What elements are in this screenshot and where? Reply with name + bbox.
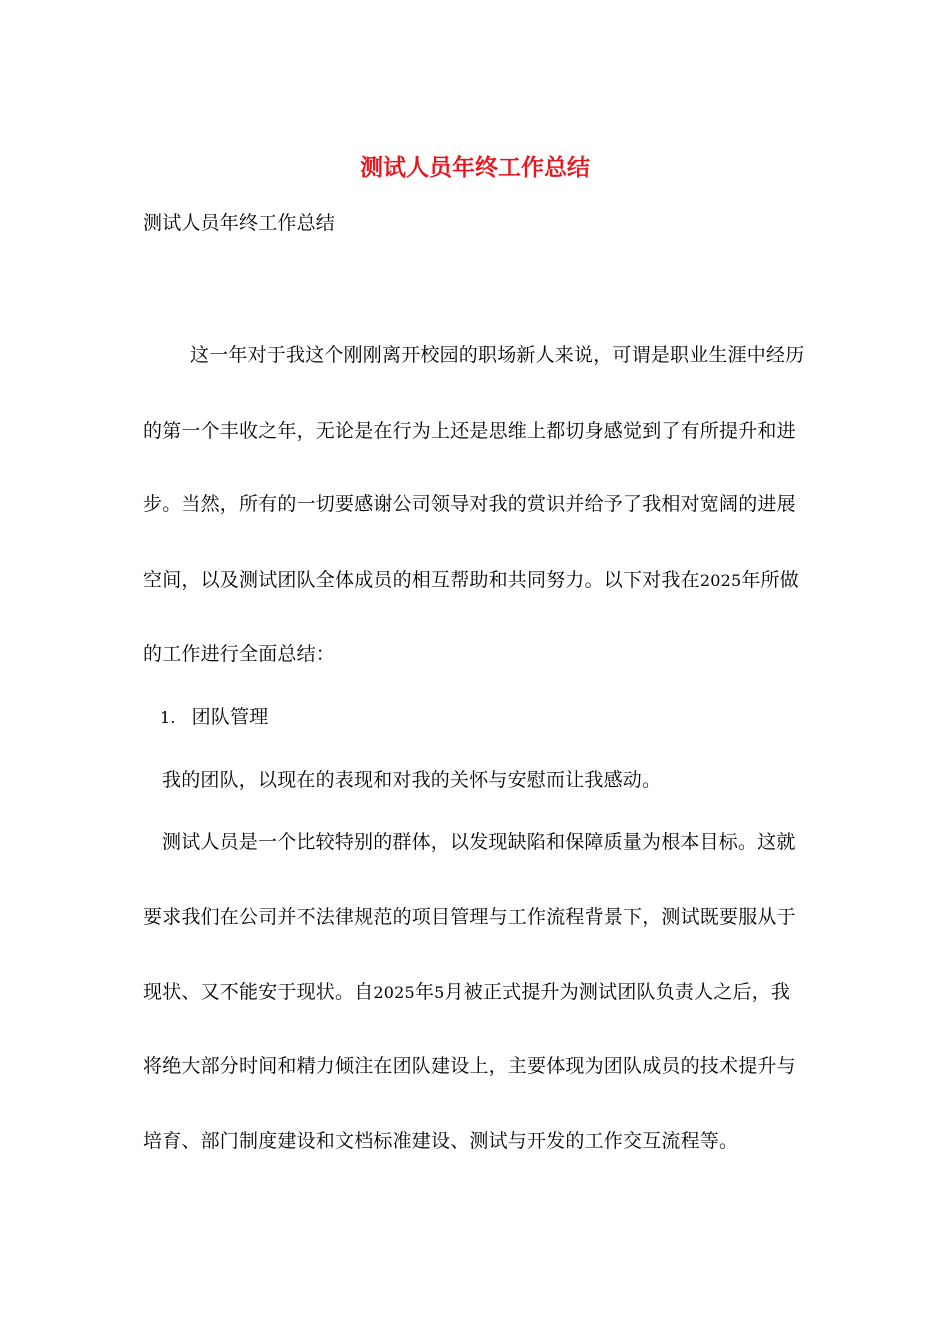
paragraph-line: 这一年对于我这个刚刚离开校园的职场新人来说，可谓是职业生涯中经历	[190, 344, 805, 366]
month-number: 5	[434, 983, 445, 1002]
paragraph-line	[143, 978, 790, 1007]
paragraph-line: 步。当然，所有的一切要感谢公司领导对我的赏识并给予了我相对宽阔的进展	[143, 493, 796, 515]
paragraph-line: 的工作进行全面总结：	[143, 643, 336, 665]
section-title: 团队管理	[191, 706, 269, 728]
document-subtitle: 测试人员年终工作总结	[143, 212, 336, 234]
paragraph-line: 培育、部门制度建设和文档标准建设、测试与开发的工作交互流程等。	[143, 1130, 739, 1152]
paragraph-team: 我的团队，以现在的表现和对我的关怀与安慰而让我感动。	[162, 769, 662, 791]
paragraph-line: 测试人员是一个比较特别的群体，以发现缺陷和保障质量为根本目标。这就	[162, 831, 796, 853]
line-text: 月被正式提升为测试团队负责人之后，我	[444, 981, 791, 1003]
paragraph-line: 的第一个丰收之年，无论是在行为上还是思维上都切身感觉到了有所提升和进	[143, 420, 796, 442]
line-text: 空间，以及测试团队全体成员的相互帮助和共同努力。以下对我在	[143, 569, 700, 591]
year-number: 2025	[699, 571, 742, 590]
line-text: 年所做	[741, 569, 799, 591]
document-title: 测试人员年终工作总结	[360, 154, 590, 181]
paragraph-line: 将绝大部分时间和精力倾注在团队建设上，主要体现为团队成员的技术提升与	[143, 1055, 796, 1077]
paragraph-line	[143, 566, 799, 595]
line-text: 年	[414, 981, 435, 1003]
section-heading	[160, 703, 268, 732]
section-number: 1.	[160, 708, 176, 727]
year-number: 2025	[373, 983, 415, 1002]
paragraph-line: 要求我们在公司并不法律规范的项目管理与工作流程背景下，测试既要服从于	[143, 906, 796, 928]
line-text: 现状、又不能安于现状。自	[143, 981, 374, 1003]
